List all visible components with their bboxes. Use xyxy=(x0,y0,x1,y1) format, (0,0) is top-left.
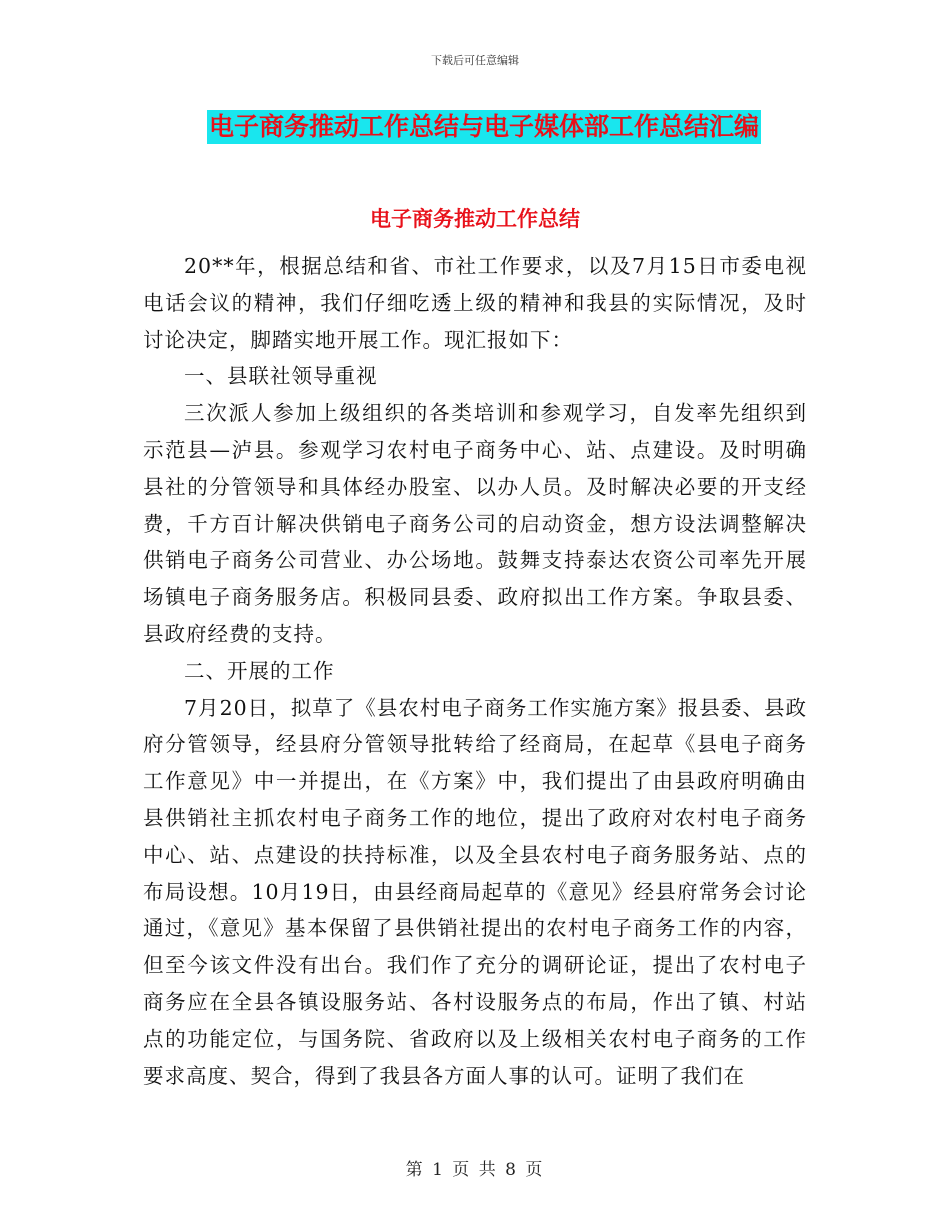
page-footer: 第 1 页 共 8 页 xyxy=(405,1160,545,1180)
paragraph-work-done: 7月20日，拟草了《县农村电子商务工作实施方案》报县委、县政府分管领导，经县府分管领导批转给了经商局，在起草《县电子商务工作意见》中一并提出，在《方案》中，我们提出了由县政府明确由县供销社主抓农村电子商务工作的地位，提出了政府对农村电子商务中心、站、点建设的扶持标准，以及全县农村电子商务服务站、点的布局设想。10月19日，由县经商局起草的《意见》经县府常务会讨论通过，《意见》基本保留了县供销社提出的农村电子商务工作的内容，但至今该文件没有出台。我们作了充分的调研论证，提出了农村电子商务应在全县各镇设服务站、各村设服务点的布局，作出了镇、村站点的功能定位，与国务院、省政府以及上级相关农村电子商务的工作要求高度、契合，得到了我县各方面人事的认可。证明了我们在 xyxy=(143,695,807,1088)
header-note: 下载后可任意编辑 xyxy=(431,54,519,67)
document-body xyxy=(143,248,807,1094)
section-title: 电子商务推动工作总结 xyxy=(370,207,580,231)
heading-leadership: 一、县联社领导重视 xyxy=(184,364,378,389)
document-title: 电子商务推动工作总结与电子媒体部工作总结汇编 xyxy=(207,110,761,144)
heading-work-done: 二、开展的工作 xyxy=(184,658,335,683)
paragraph-intro: 20**年，根据总结和省、市社工作要求，以及7月15日市委电视电话会议的精神，我们仔细吃透上级的精神和我县的实际情况，及时讨论决定，脚踏实地开展工作。现汇报如下： xyxy=(143,254,807,352)
paragraph-leadership: 三次派人参加上级组织的各类培训和参观学习，自发率先组织到示范县—泸县。参观学习农村电子商务中心、站、点建设。及时明确县社的分管领导和具体经办股室、以办人员。及时解决必要的开支经费，千方百计解决供销电子商务公司的启动资金，想方设法调整解决供销电子商务公司营业、办公场地。鼓舞支持泰达农资公司率先开展场镇电子商务服务店。积极同县委、政府拟出工作方案。争取县委、县政府经费的支持。 xyxy=(143,401,807,646)
